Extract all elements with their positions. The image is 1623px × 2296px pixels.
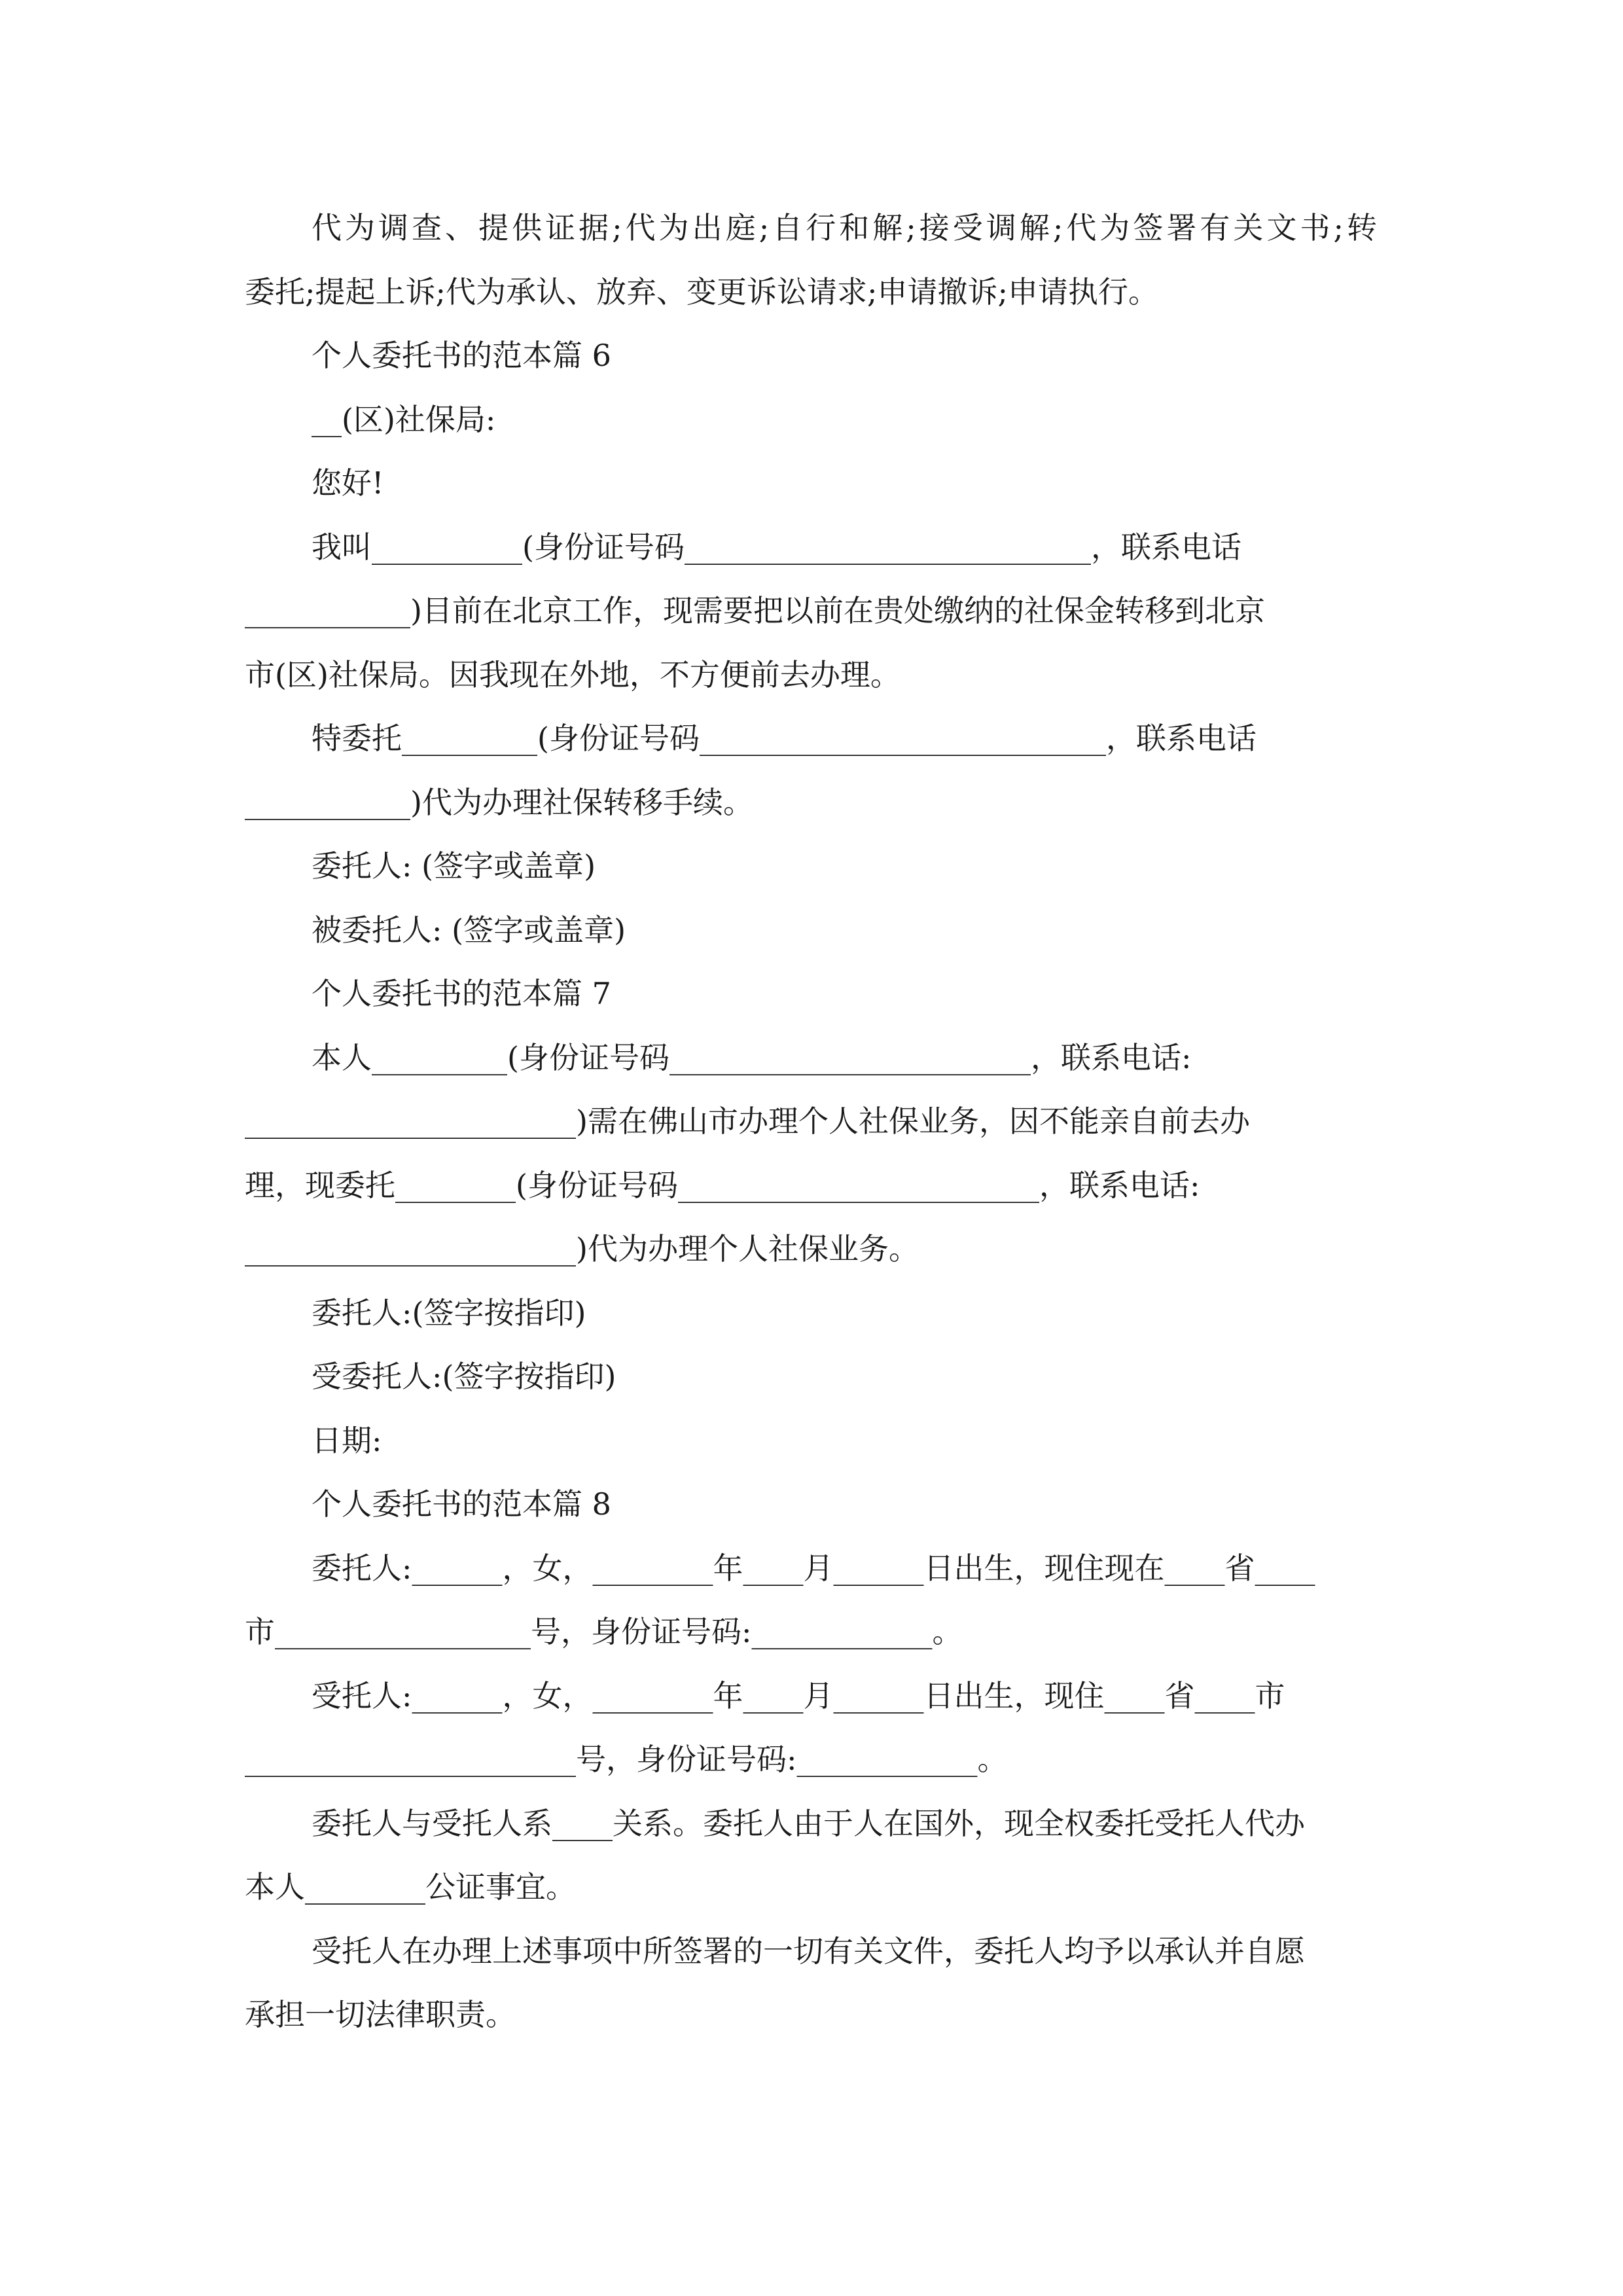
section-heading-7: 个人委托书的范本篇 7 <box>312 976 611 1011</box>
section-heading-8: 个人委托书的范本篇 8 <box>312 1486 611 1522</box>
date-line: 日期: <box>312 1422 382 1458</box>
paragraph-line: 委托人:______，女，________年____月______日出生，现住现在____省____ <box>312 1550 1315 1586</box>
greeting: 您好! <box>312 465 384 501</box>
section-heading-6: 个人委托书的范本篇 6 <box>312 338 611 373</box>
paragraph-line: 理，现委托________(身份证号码________________________，联系电话: <box>245 1167 1200 1203</box>
document-body <box>245 196 1377 2047</box>
signature-line-principal: 委托人: (签字或盖章) <box>312 848 596 884</box>
paragraph-line: 特委托_________(身份证号码___________________________，联系电话 <box>312 721 1257 756</box>
signature-line-agent: 受委托人:(签字按指印) <box>312 1359 616 1394</box>
paragraph-line: 受托人在办理上述事项中所签署的一切有关文件，委托人均予以承认并自愿 <box>312 1933 1305 1969</box>
paragraph-line: 委托;提起上诉;代为承认、放弃、变更诉讼请求;申请撤诉;申请执行。 <box>245 274 1158 310</box>
paragraph-line: 承担一切法律职责。 <box>245 1997 516 2032</box>
paragraph-line: ______________________)需在佛山市办理个人社保业务，因不能亲自前去办 <box>245 1103 1250 1139</box>
paragraph-line: 本人_________(身份证号码________________________，联系电话: <box>312 1039 1192 1075</box>
signature-line-agent: 被委托人: (签字或盖章) <box>312 912 626 948</box>
paragraph-line: 市(区)社保局。因我现在外地，不方便前去办理。 <box>245 656 901 692</box>
paragraph-line: ______________________号，身份证号码:____________。 <box>245 1742 1008 1777</box>
paragraph-line: ______________________)代为办理个人社保业务。 <box>245 1231 919 1266</box>
salutation-recipient: __(区)社保局: <box>312 401 496 437</box>
paragraph-line: 本人________公证事宜。 <box>245 1869 576 1905</box>
signature-line-principal: 委托人:(签字按指印) <box>312 1295 586 1331</box>
paragraph-line: 代为调查、提供证据;代为出庭;自行和解;接受调解;代为签署有关文书;转 <box>312 210 1377 245</box>
paragraph-line: 我叫__________(身份证号码___________________________，联系电话 <box>312 529 1241 565</box>
paragraph-line: 委托人与受托人系____关系。委托人由于人在国外，现全权委托受托人代办 <box>312 1805 1305 1841</box>
paragraph-line: ___________)目前在北京工作，现需要把以前在贵处缴纳的社保金转移到北京 <box>245 593 1265 628</box>
paragraph-line: 受托人:______，女，________年____月______日出生，现住____省____市 <box>312 1677 1285 1713</box>
paragraph-line: ___________)代为办理社保转移手续。 <box>245 784 753 820</box>
paragraph-line: 市_________________号，身份证号码:____________。 <box>245 1614 963 1649</box>
